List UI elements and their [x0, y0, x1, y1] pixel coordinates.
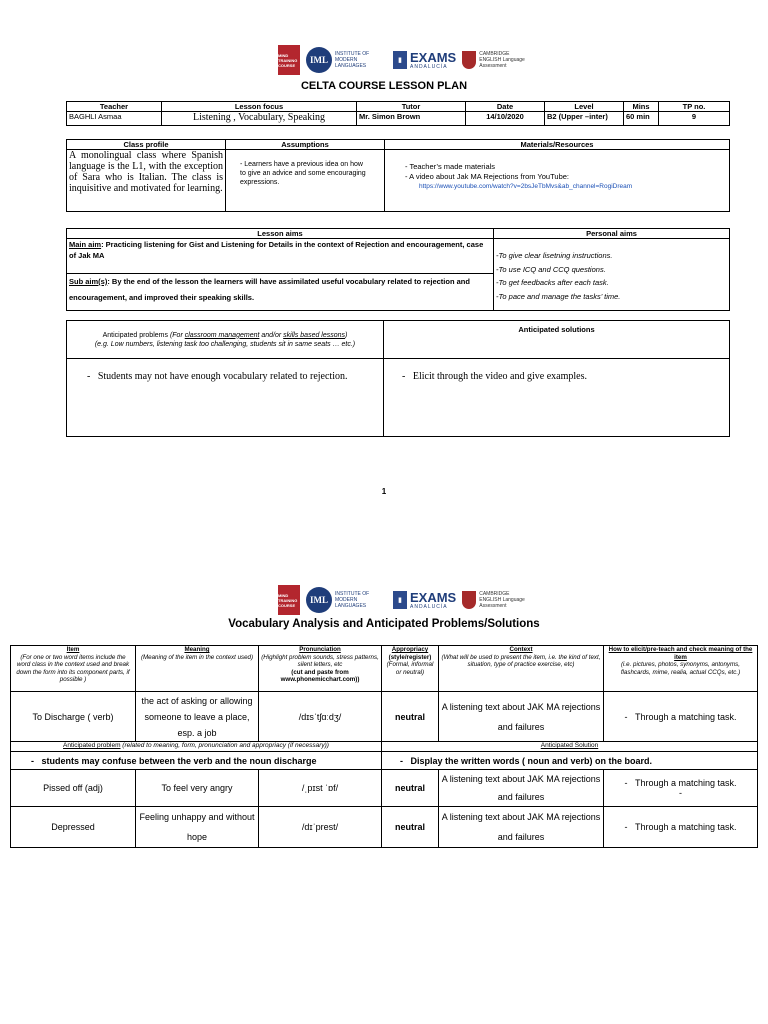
exams-logo: ▮ EXAMS ANDALUCÍA	[393, 51, 456, 70]
solution-1: - Elicit through the video and give examples.	[384, 359, 730, 437]
table-row: Pissed off (adj) To feel very angry /ˌpɪst ˈɒf/ neutral A listening text about JAK MA rejections and failures - Through a matching task. -	[11, 770, 758, 807]
mind-logo: MIND TRAINING COURSE	[278, 585, 300, 615]
hdr-materials: Materials/Resources	[385, 140, 730, 150]
vocab-title: Vocabulary Analysis and Anticipated Problems/Solutions	[228, 618, 540, 630]
hdr-personal-aims: Personal aims	[494, 229, 730, 239]
hdr-mins: Mins	[624, 102, 659, 112]
hdr-anticipated-problems: Anticipated problems (For classroom management and/or skills based lessons) (e.g. Low numbers, listening task too challenging, students sit in same seats … etc.)	[67, 321, 384, 359]
hdr-context: Context (What will be used to present the item, i.e. the kind of text, situation, type of practice exercise, etc)	[439, 646, 604, 692]
vocab-problem-header: Anticipated problem (related to meaning, form, pronunciation and appropriacy (if necessary))	[11, 742, 382, 752]
vocab-problem-text: - students may confuse between the verb and the noun discharge	[11, 752, 382, 770]
material-item: - A video about Jak MA Rejections from YouTube:	[405, 172, 729, 182]
sub-aim: Sub aim(s): By the end of the lesson the learners will have assimilated useful vocabulary related to rejection and encouragement, and improved their speaking skills.	[67, 274, 494, 311]
hdr-how: How to elicit/pre-teach and check meaning of the item (i.e. pictures, photos, synonyms, antonyms, flashcards, mime, realia, actual CCQs, etc.)	[604, 646, 758, 692]
val-tutor: Mr. Simon Brown	[357, 112, 466, 126]
val-level: B2 (Upper –inter)	[545, 112, 624, 126]
cambridge-logo: CAMBRIDGE ENGLISH Language Assessment	[462, 51, 525, 69]
val-lesson-focus: Listening , Vocabulary, Speaking	[162, 112, 357, 126]
hdr-date: Date	[466, 102, 545, 112]
exams-logo: ▮ EXAMS ANDALUCÍA	[393, 591, 456, 610]
val-date: 14/10/2020	[466, 112, 545, 126]
hdr-class-profile: Class profile	[67, 140, 226, 150]
val-tp-no: 9	[659, 112, 730, 126]
aims-table	[66, 228, 730, 311]
vocab-solution-header: Anticipated Solution	[382, 742, 758, 752]
iml-logo: IML INSTITUTE OF MODERN LANGUAGES	[306, 587, 387, 613]
hdr-level: Level	[545, 102, 624, 112]
class-profile-text: A monolingual class where Spanish language is the L1, with the exception of Sara who is Italian. The class is inquisitive and motivated for learning.	[67, 150, 226, 212]
hdr-anticipated-solutions: Anticipated solutions	[384, 321, 730, 359]
personal-aims	[494, 239, 730, 311]
table-row: To Discharge ( verb) the act of asking or allowing someone to leave a place, esp. a job /dɪsˈtʃɑːdʒ/ neutral A listening text about JAK MA rejections and failures - Through a matching task.	[11, 692, 758, 742]
problems-table	[66, 320, 730, 437]
problem-1: - Students may not have enough vocabulary related to rejection.	[67, 359, 384, 437]
val-mins: 60 min	[624, 112, 659, 126]
profile-table	[66, 139, 730, 212]
main-aim: Main aim: Practicing listening for Gist and Listening for Details in the context of Rejection and encouragement, case of Jak MA	[67, 239, 494, 274]
hdr-tutor: Tutor	[357, 102, 466, 112]
page-number: 1	[381, 487, 387, 496]
personal-aim: -To give clear lisetning instructions.	[496, 251, 613, 260]
vocab-table	[10, 645, 758, 848]
vocab-solution-text: - Display the written words ( noun and verb) on the board.	[382, 752, 758, 770]
hdr-lesson-focus: Lesson focus	[162, 102, 357, 112]
hdr-item: Item (For one or two word items include the word class in the context used and break down the form into its component parts, if possible )	[11, 646, 136, 692]
table-row: Depressed Feeling unhappy and without hope /dɪˈprest/ neutral A listening text about JAK MA rejections and failures - Through a matching task.	[11, 807, 758, 848]
hdr-meaning: Meaning (Meaning of the item in the context used)	[136, 646, 259, 692]
youtube-link[interactable]: https://www.youtube.com/watch?v=2bsJeTbMvs&ab_channel=RogiDream	[419, 183, 633, 190]
hdr-teacher: Teacher	[67, 102, 162, 112]
logo-strip	[278, 42, 525, 78]
hdr-assumptions: Assumptions	[226, 140, 385, 150]
cambridge-logo: CAMBRIDGE ENGLISH Language Assessment	[462, 591, 525, 609]
page-title: CELTA COURSE LESSON PLAN	[300, 80, 468, 92]
info-table	[66, 101, 730, 126]
material-item: - Teacher’s made materials	[405, 162, 729, 172]
mind-logo: MIND TRAINING COURSE	[278, 45, 300, 75]
personal-aim: -To use ICQ and CCQ questions.	[496, 264, 606, 274]
materials-cell	[385, 150, 730, 212]
assumption-text: - Learners have a previous idea on how to give an advice and some encouraging expressions.	[226, 150, 385, 212]
personal-aim: -To get feedbacks after each task.	[496, 278, 609, 287]
hdr-pronunciation: Pronunciation (Highlight problem sounds, stress patterns, silent letters, etc (cut and paste from www.phonemicchart.com))	[259, 646, 382, 692]
hdr-tp-no: TP no.	[659, 102, 730, 112]
val-teacher: BAGHLI Asmaa	[67, 112, 162, 126]
personal-aim: -To pace and manage the tasks’ time.	[496, 291, 621, 301]
iml-logo: IML INSTITUTE OF MODERN LANGUAGES	[306, 47, 387, 73]
hdr-appropriacy: Appropriacy (style/register) (Formal, informal or neutral)	[382, 646, 439, 692]
logo-strip-2	[278, 582, 525, 618]
hdr-lesson-aims: Lesson aims	[67, 229, 494, 239]
